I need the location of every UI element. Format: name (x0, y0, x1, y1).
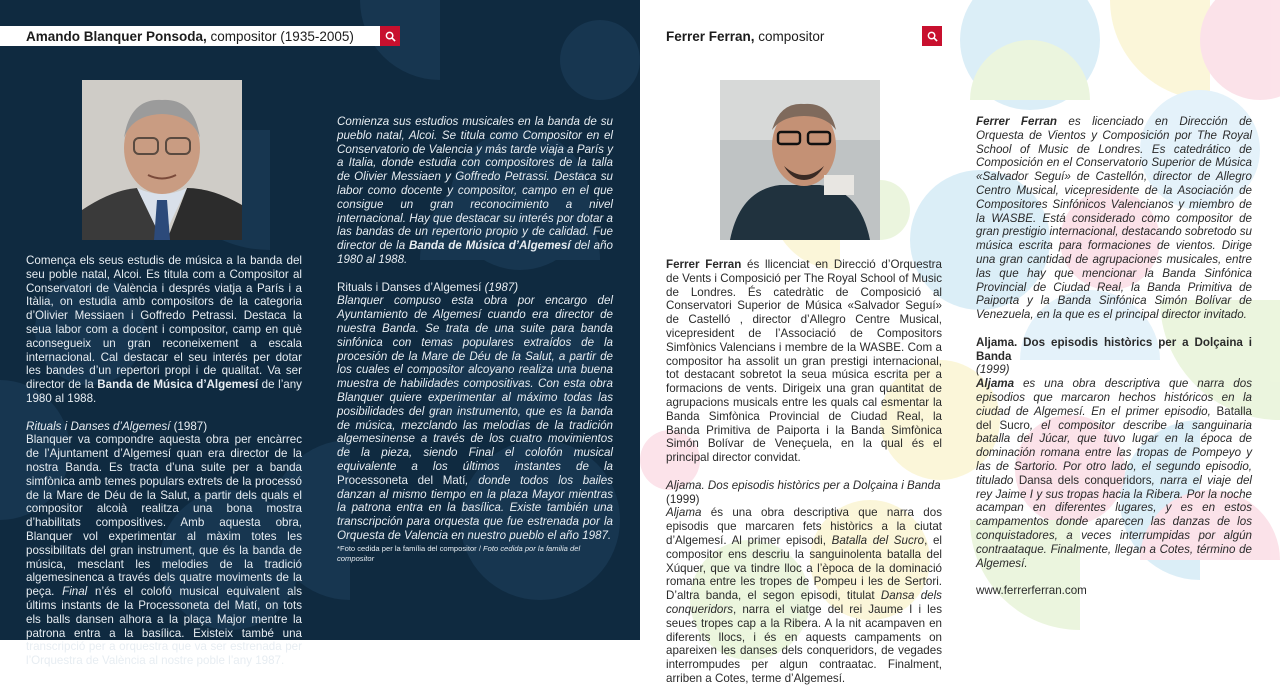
search-icon (385, 31, 396, 42)
bio-es-text-end: del año 1980 al 1988. (337, 239, 613, 266)
work-title-es: Aljama. Dos episodis històrics per a Dolçaina i Banda (976, 335, 1252, 363)
work-name-es: Aljama (976, 377, 1015, 391)
work-description-2: , el compositor ens descriu la sanguinolenta batalla del Xúquer, que va tindre lloc a l’època de la dominació romana entre les tropes de Pompeu i les de Sertori. D’altra banda, el segon episodi, titulat (666, 533, 942, 603)
search-icon (927, 31, 938, 42)
bio-es-text: es licenciado en Dirección de Orquesta de Vientos y Composición por The Royal School of Music de Londres. Es catedrático de Composición en el Conservatorio Superior de Música «Salvador Seguí» de Castellón, director de Allegro Centro Musical, vicepresidente de la Asociación de Compositores Sinfónicos Valencianos y miembro de la WASBE. Está considerado como compositor de gran prestigio internacional, destacando sobretodo su música escrita para formaciones de vientos. Dirige una gran cantidad de agrupaciones musicales, entre las que hay que mencionar la Banda Sinfónica Provincial de Ciudad Real, la Banda Primitiva de Paiporta y la Banda Sinfónica Simón Bolívar de Venezuela, en la que es el principal director invitado. (976, 115, 1252, 322)
work-year-es: (1987) (481, 280, 519, 294)
bio-valencian (26, 254, 302, 668)
episode-one: Batalla del Sucro (831, 533, 925, 547)
composer-photo (720, 80, 880, 240)
column-continuation-spacer (337, 61, 613, 115)
composer-name-es: Ferrer Ferran (976, 115, 1058, 128)
bio-text-end: de l’any 1980 al 1988. (26, 378, 302, 405)
composer-header (640, 26, 942, 46)
search-button[interactable] (922, 26, 942, 46)
work-year: (1987) (170, 419, 208, 433)
search-button[interactable] (380, 26, 400, 46)
work-es-description: Blanquer compuso esta obra por encargo del Ayuntamiento de Algemesí cuando era director de nuestra Banda. Se trata de una suite para banda sinfónica con temas populares extraídos de la procesión de la Mare de Déu de la Salut, a partir de los cuales el compositor alcoyano realiza una buena muestra de habilidades compositivas. Con esta obra Blanquer quiere experimentar al máximo todas las posibilidades del gran instrumento, que es la banda de música, mezclando las melodías de la tradición algemesinense a través de los cuatro movimientos de la pieza, siendo Final el colofón musical equivalente a los últimos instantes de la (337, 294, 613, 473)
right-page (640, 0, 1280, 685)
website-link[interactable]: www.ferrerferran.com (976, 584, 1087, 598)
bio-spanish (337, 61, 613, 543)
work-title: Aljama. Dos episodis històrics per a Dolçaina i Banda (666, 478, 941, 492)
episode-two: Dansa dels conqueridors (666, 589, 942, 616)
photo-credit (337, 544, 613, 564)
composer-role: compositor (1935-2005) (206, 28, 354, 44)
credit-es: Foto cedida por la familia del compositor (337, 544, 581, 563)
column-continuation-spacer (976, 61, 1252, 115)
work-es-description: es una obra descriptiva que narra dos episodios que marcaron hechos históricos en la ciudad de Algemesí. En el primer episodio, (976, 377, 1252, 418)
work-title: Rituals i Danses d’Algemesí (26, 419, 171, 433)
band-name-es: Banda de Música d’Algemesí (409, 239, 571, 253)
work-final: Final (62, 585, 88, 599)
work-description: Blanquer va compondre aquesta obra per encàrrec de l’Ajuntament d’Algemesí quan era director de la nostra Banda. Es tracta d’una suite per a banda simfònica amb temes populars extrets de la processó de la Mare de Déu de la Salut, a partir dels quals el compositor alcoià realitza una bona mostra d’habilitats compositives. Amb aquesta obra, Blanquer vol experimentar al màxim totes les possibilitats del gran instrument, que és la banda de música, mesclant les melodies de la tradició algemesinenca a través dels quatre moviments de la peça. (26, 433, 302, 599)
work-es-description-end: , donde todos los bailes danzan al mismo tiempo en la plaza Mayor mientras la patrona entra en la basílica. Existe también una transcripción para orquesta que fue estrenada por la Orquesta de Valencia en nuestro pueblo el año 1987. (337, 473, 613, 542)
procession-name: Processoneta del Matí (337, 473, 466, 487)
work-name: Aljama (666, 506, 702, 520)
work-year-es: (1999) (976, 363, 1010, 377)
composer-name-inline: Ferrer Ferran (666, 258, 742, 271)
composer-role: compositor (754, 28, 825, 44)
composer-header (0, 26, 400, 46)
bio-valencian (666, 258, 942, 686)
band-name: Banda de Música d’Algemesí (97, 378, 259, 392)
episode-two-es: Dansa dels conqueridors (1018, 473, 1152, 487)
composer-name: Ferrer Ferran, (666, 28, 755, 44)
work-description-end: n’és el colofó musical equivalent als últims instants de la Processoneta del Matí, on tots els balls dansen alhora a la plaça Major mentre la patrona entra a la basílica. Existeix també una transcripció per a orquestra que va ser estrenada per l’Orquestra de València al nostre poble l’any 1987. (26, 585, 302, 668)
bio-text: és llicenciat en Direcció d’Orquestra de Vents i Composició per The Royal School of Music de Londres. És catedràtic de Composició al Conservatori Superior de Música «Salvador Seguí» de Castelló , director d’Allegro Centre Musical, vicepresident de l’Associació de Compositors Simfònics Valencians i membre de la WASBE. Com a compositor ha assolit un gran prestigi internacional, tot destacant sobretot la seua música escrita per a formacions de vents. Dirigeix una gran quantitat de agrupacions musicals entre les quals cal esmentar la Banda Simfònica Provincial de Ciudad Real, la Banda Primitiva de Paiporta i la Banda Simfònica Simón Bolívar de Veneçuela, en la qual és el principal director convidat. (666, 258, 942, 465)
composer-name: Amando Blanquer Ponsoda, (26, 28, 207, 44)
work-es-description-3: , narra el viaje del rey Jaime I y sus tropas hacia la Ribera. Por la noche acampan en diferentes lugares, y es en estos campamentos donde aparecen las danzas de los conquistadores, a veces interrumpidas por algún contraataque. Finalmente, llegan a Cotes, término de Algemesí. (976, 473, 1252, 570)
bio-text: Comença els seus estudis de música a la banda del seu poble natal, Alcoi. Es titula com a Compositor al Conservatori de València i després viatja a París i a Itàlia, on estudia amb compositors de la categoria d’Olivier Messiaen i Goffredo Petrassi. Destaca la seua labor com a docent i compositor, camp en què aconsegueix un gran reconeixement a escala internacional. Cal destacar el seu interés per dotar les bandes d’un repertori propi i de qualitat. Va ser director de la (26, 254, 302, 392)
bio-spanish (976, 61, 1252, 598)
left-page (0, 0, 640, 668)
work-year: (1999) (666, 492, 700, 506)
episode-one-es: Batalla del Sucro (976, 404, 1252, 432)
work-es-description-2: , el compositor describe la sanguinaria batalla del Júcar, que tuvo lugar en la época de dominación romana entre las tropas de Pompeyo y las de Sartorio. Por otro lado, el segundo episodio, titulado (976, 418, 1252, 487)
work-title-es: Rituals i Danses d’Algemesí (337, 280, 482, 294)
work-description: és una obra descriptiva que narra dos episodis que marcaren fets històrics a la ciutat d’Algemesí. Al primer episodi, (666, 506, 942, 547)
bio-es-text: Comienza sus estudios musicales en la banda de su pueblo natal, Alcoi. Se titula como Compositor en el Conservatorio de Valencia y más tarde viaja a París y a Italia, donde estudia con compositores de la talla de Olivier Messiaen y Goffredo Petrassi. Destaca su labor como docente y compositor, campo en el que consigue un gran reconocimiento a nivel internacional. Hay que destacar su interés por dotar a las bandas de un repertorio propio y de calidad. Fue director de la (337, 115, 613, 253)
credit-val: *Foto cedida per la família del compositor / (337, 544, 484, 553)
composer-photo (82, 80, 242, 240)
work-description-3: , narra el viatge del rei Jaume I i les seues tropes cap a la Ribera. A la nit acampaven en diferents llocs, i és en aquests campaments on apareixen les danses dels conqueridors, de vegades interrompudes per algun contraatac. Finalment, arriben a Cotes, terme d’Algemesí. (666, 602, 942, 685)
